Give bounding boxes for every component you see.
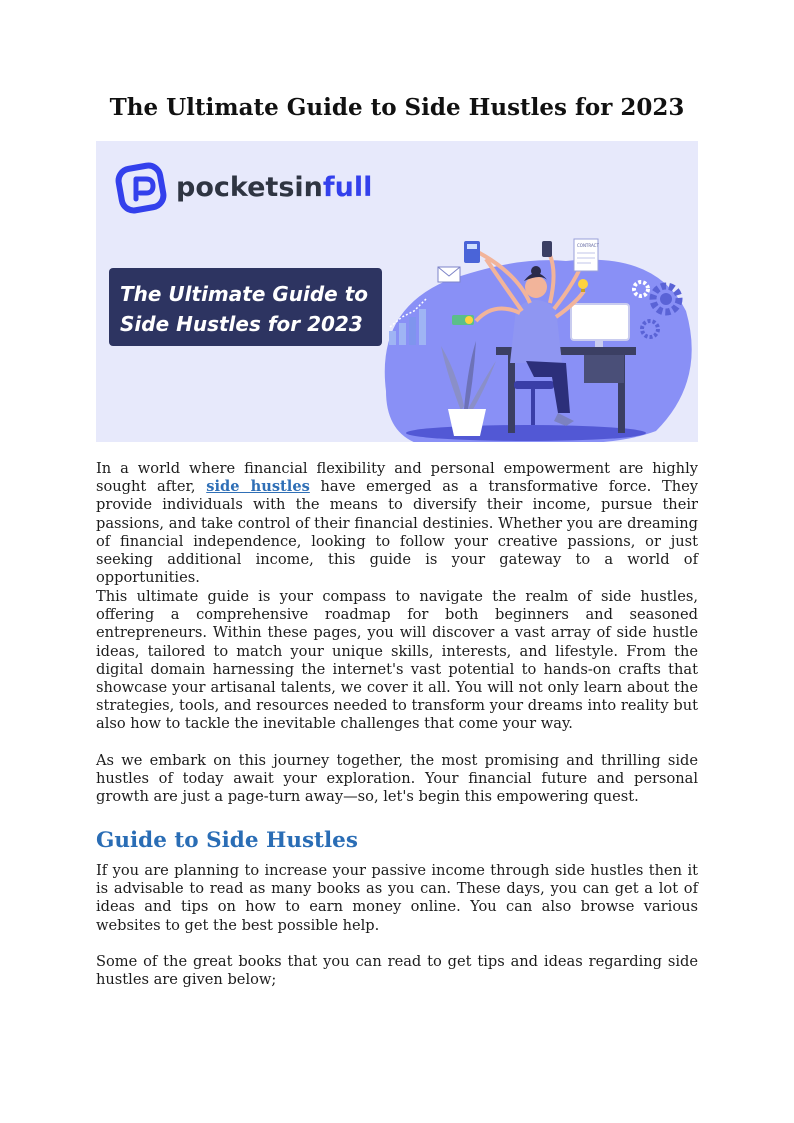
intro-text-end: have emerged as a transformative force. They provide individuals with the means to diversify their income, pursue their passions, and take control of their financial destinies. Whether you are dreaming of financial independence, looking to follow your creative passions, or just seeking additional income, this guide is your gateway to a world of opportunities. [96,478,698,587]
hero-illustration [96,141,698,442]
brand-wordmark: pocketsinfull [176,172,373,203]
intro-text-start: In a world where financial flexibility and personal empowerment are highly sought after, [96,460,698,496]
headline-line-2: Side Hustles for 2023 [120,312,363,336]
envelope-icon [438,267,460,282]
side-hustles-link[interactable]: side hustles [206,478,310,496]
contract-document-icon [574,239,599,271]
intro-paragraph [96,460,698,587]
svg-text:CONTRACT: CONTRACT [577,243,599,248]
guide-overview-paragraph: This ultimate guide is your compass to navigate the realm of side hustles, offering a comprehensive roadmap for both beginners and seasoned entrepreneurs. Within these pages, you will discover a vast array of side hustle ideas, tailored to match your unique skills, interests, and lifestyle. From the digital domain harnessing the internet's vast potential to hands-on crafts that showcase your artisanal talents, we cover it all. You will not only learn about the strategies, tools, and resources needed to transform your dreams into reality but also how to tackle the inevitable challenges that come your way. [96,588,698,733]
calculator-icon [464,241,480,263]
pocketsinfull-logo [117,164,373,213]
floor-shadow [406,425,646,441]
brand-p-icon [117,164,166,213]
section-paragraph-2: Some of the great books that you can read to get tips and ideas regarding side hustles are given below; [96,953,698,989]
section-heading: Guide to Side Hustles [96,828,358,853]
section-paragraph-1: If you are planning to increase your passive income through side hustles then it is advisable to read as many books as you can. These days, you can get a lot of ideas and tips on how to earn money online. You can also browse various websites to get the best possible help. [96,862,698,934]
money-stack-icon [452,315,474,325]
phone-icon [542,241,552,257]
hero-banner [96,141,698,442]
journey-paragraph: As we embark on this journey together, the most promising and thrilling side hustles of today await your exploration. Your financial future and personal growth are just a page-turn away—so, let's begin this empowering quest. [96,752,698,806]
page-title: The Ultimate Guide to Side Hustles for 2023 [109,94,685,121]
monitor-icon [571,304,629,347]
headline-line-1: The Ultimate Guide to [120,282,368,306]
